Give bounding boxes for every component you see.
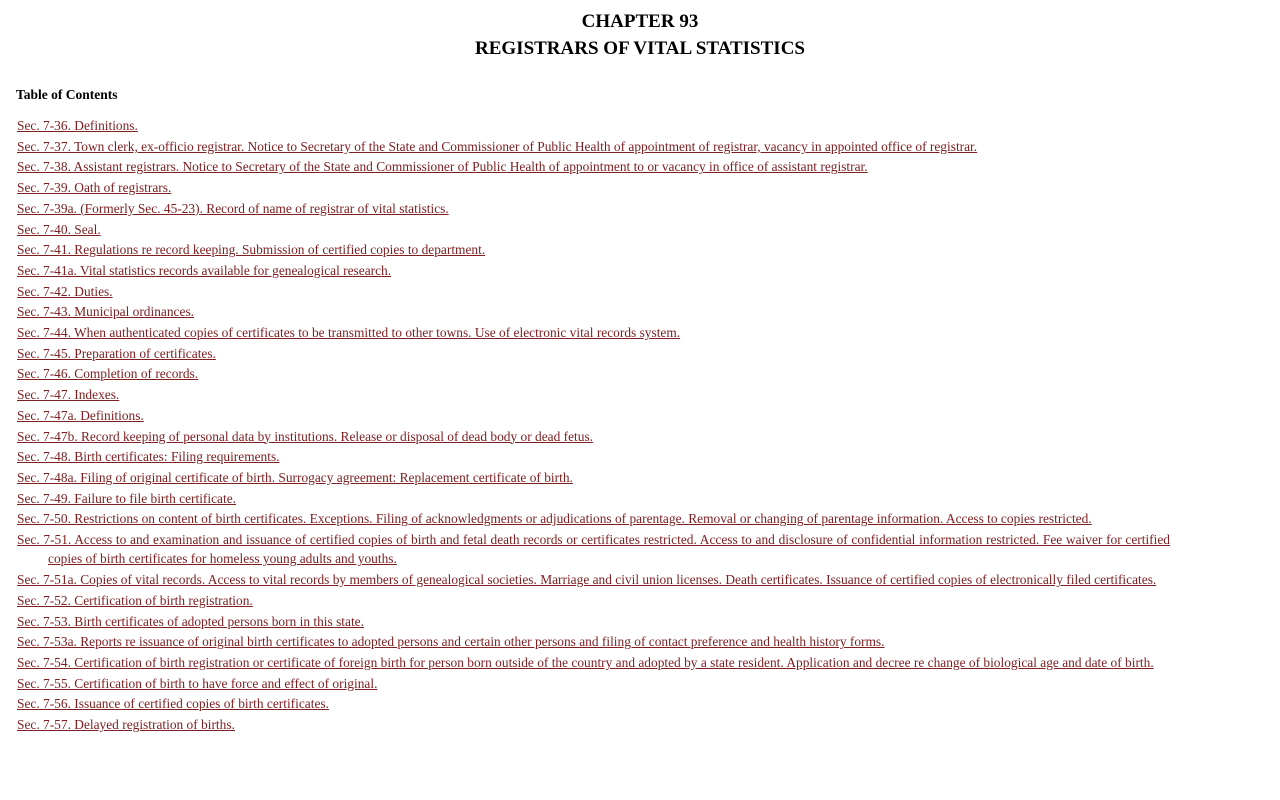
toc-entry-link[interactable]: Sec. 7-43. Municipal ordinances. — [17, 304, 195, 320]
toc-entry-link[interactable]: Sec. 7-46. Completion of records. — [17, 366, 199, 382]
toc-entry — [17, 591, 1170, 610]
toc-entry-link[interactable]: Sec. 7-50. Restrictions on content of birth certificates. Exceptions. Filing of acknowledgments or adjudications of parentage. Removal or changing of parentage information. Access to copies restricted. — [17, 511, 1092, 527]
chapter-number: CHAPTER 93 — [581, 11, 699, 32]
toc-entry — [17, 157, 1170, 176]
toc-entry-link[interactable]: Sec. 7-45. Preparation of certificates. — [17, 345, 216, 361]
toc-entry-link[interactable]: Sec. 7-55. Certification of birth to have force and effect of original. — [17, 675, 378, 691]
toc-entry — [17, 653, 1170, 672]
toc-entry — [17, 715, 1170, 734]
toc-entry-link[interactable]: Sec. 7-41a. Vital statistics records available for genealogical research. — [17, 262, 392, 278]
toc-entry — [17, 468, 1170, 487]
toc-entry — [17, 694, 1170, 713]
toc-entry-link[interactable]: Sec. 7-48. Birth certificates: Filing requirements. — [17, 449, 280, 465]
toc-entry-link[interactable]: Sec. 7-56. Issuance of certified copies of birth certificates. — [17, 696, 329, 712]
toc-entry — [17, 632, 1170, 651]
toc-entry-link[interactable]: Sec. 7-47a. Definitions. — [17, 407, 144, 423]
toc-entry — [17, 344, 1170, 363]
toc-entry — [17, 178, 1170, 197]
toc-entry-link[interactable]: Sec. 7-37. Town clerk, ex-officio registrar. Notice to Secretary of the State and Commissioner of Public Health of appointment of registrar, vacancy in appointed office of registrar. — [17, 138, 978, 154]
toc-entry — [17, 137, 1170, 156]
statutes-chapter-page — [0, 8, 1280, 735]
toc-entry — [17, 364, 1170, 383]
toc-entry — [17, 385, 1170, 404]
toc-entry-link[interactable]: Sec. 7-53a. Reports re issuance of original birth certificates to adopted persons and certain other persons and filing of contact preference and health history forms. — [17, 634, 885, 650]
toc-entry-link[interactable]: Sec. 7-47b. Record keeping of personal data by institutions. Release or disposal of dead body or dead fetus. — [17, 428, 594, 444]
toc-entry — [17, 199, 1170, 218]
toc-entry — [17, 116, 1170, 135]
toc-entry-link[interactable]: Sec. 7-49. Failure to file birth certificate. — [17, 490, 237, 506]
toc-entry — [17, 447, 1170, 466]
toc-list — [17, 116, 1170, 735]
toc-entry-link[interactable]: Sec. 7-52. Certification of birth registration. — [17, 592, 253, 608]
toc-entry — [17, 302, 1170, 321]
toc-entry-link[interactable]: Sec. 7-40. Seal. — [17, 221, 101, 237]
toc-heading: Table of Contents — [16, 87, 118, 102]
toc-entry-link[interactable]: Sec. 7-39a. (Formerly Sec. 45-23). Record of name of registrar of vital statistics. — [17, 200, 449, 216]
toc-entry — [17, 282, 1170, 301]
toc-entry — [17, 489, 1170, 508]
toc-entry — [17, 427, 1170, 446]
toc-entry-link[interactable]: Sec. 7-41. Regulations re record keeping. Submission of certified copies to department. — [17, 242, 486, 258]
toc-entry-link[interactable]: Sec. 7-51. Access to and examination and issuance of certified copies of birth and fetal death records or certificates restricted. Access to and disclosure of confidential information restricted. Fee waiver for certified copies of birth certificates for homeless young adults and youths. — [17, 532, 1170, 567]
toc-entry-link[interactable]: Sec. 7-44. When authenticated copies of certificates to be transmitted to other towns. Use of electronic vital records system. — [17, 325, 681, 341]
chapter-title — [0, 8, 1280, 62]
toc-entry-link[interactable]: Sec. 7-54. Certification of birth registration or certificate of foreign birth for person born outside of the country and adopted by a state resident. Application and decree re change of biological age and date of birth. — [17, 654, 1154, 670]
chapter-name: REGISTRARS OF VITAL STATISTICS — [475, 38, 805, 59]
toc-entry — [17, 530, 1170, 569]
toc-entry — [17, 261, 1170, 280]
toc-entry-link[interactable]: Sec. 7-53. Birth certificates of adopted persons born in this state. — [17, 613, 364, 629]
toc-entry-link[interactable]: Sec. 7-42. Duties. — [17, 283, 113, 299]
toc-entry — [17, 570, 1170, 589]
toc-entry — [17, 674, 1170, 693]
toc-entry — [17, 240, 1170, 259]
toc-entry-link[interactable]: Sec. 7-47. Indexes. — [17, 387, 120, 403]
toc-entry-link[interactable]: Sec. 7-39. Oath of registrars. — [17, 180, 172, 196]
toc-entry-link[interactable]: Sec. 7-48a. Filing of original certificate of birth. Surrogacy agreement: Replacement certificate of birth. — [17, 469, 573, 485]
toc-entry — [17, 406, 1170, 425]
toc-entry — [17, 509, 1170, 528]
toc-entry — [17, 323, 1170, 342]
toc-entry — [17, 612, 1170, 631]
toc-entry-link[interactable]: Sec. 7-57. Delayed registration of births. — [17, 717, 235, 733]
toc-entry — [17, 220, 1170, 239]
toc-entry-link[interactable]: Sec. 7-38. Assistant registrars. Notice to Secretary of the State and Commissioner of Public Health of appointment to or vacancy in office of assistant registrar. — [17, 159, 868, 175]
toc-entry-link[interactable]: Sec. 7-36. Definitions. — [17, 118, 138, 133]
toc-entry-link[interactable]: Sec. 7-51a. Copies of vital records. Access to vital records by members of genealogical societies. Marriage and civil union licenses. Death certificates. Issuance of certified copies of electronically filed certificates. — [17, 572, 1157, 588]
